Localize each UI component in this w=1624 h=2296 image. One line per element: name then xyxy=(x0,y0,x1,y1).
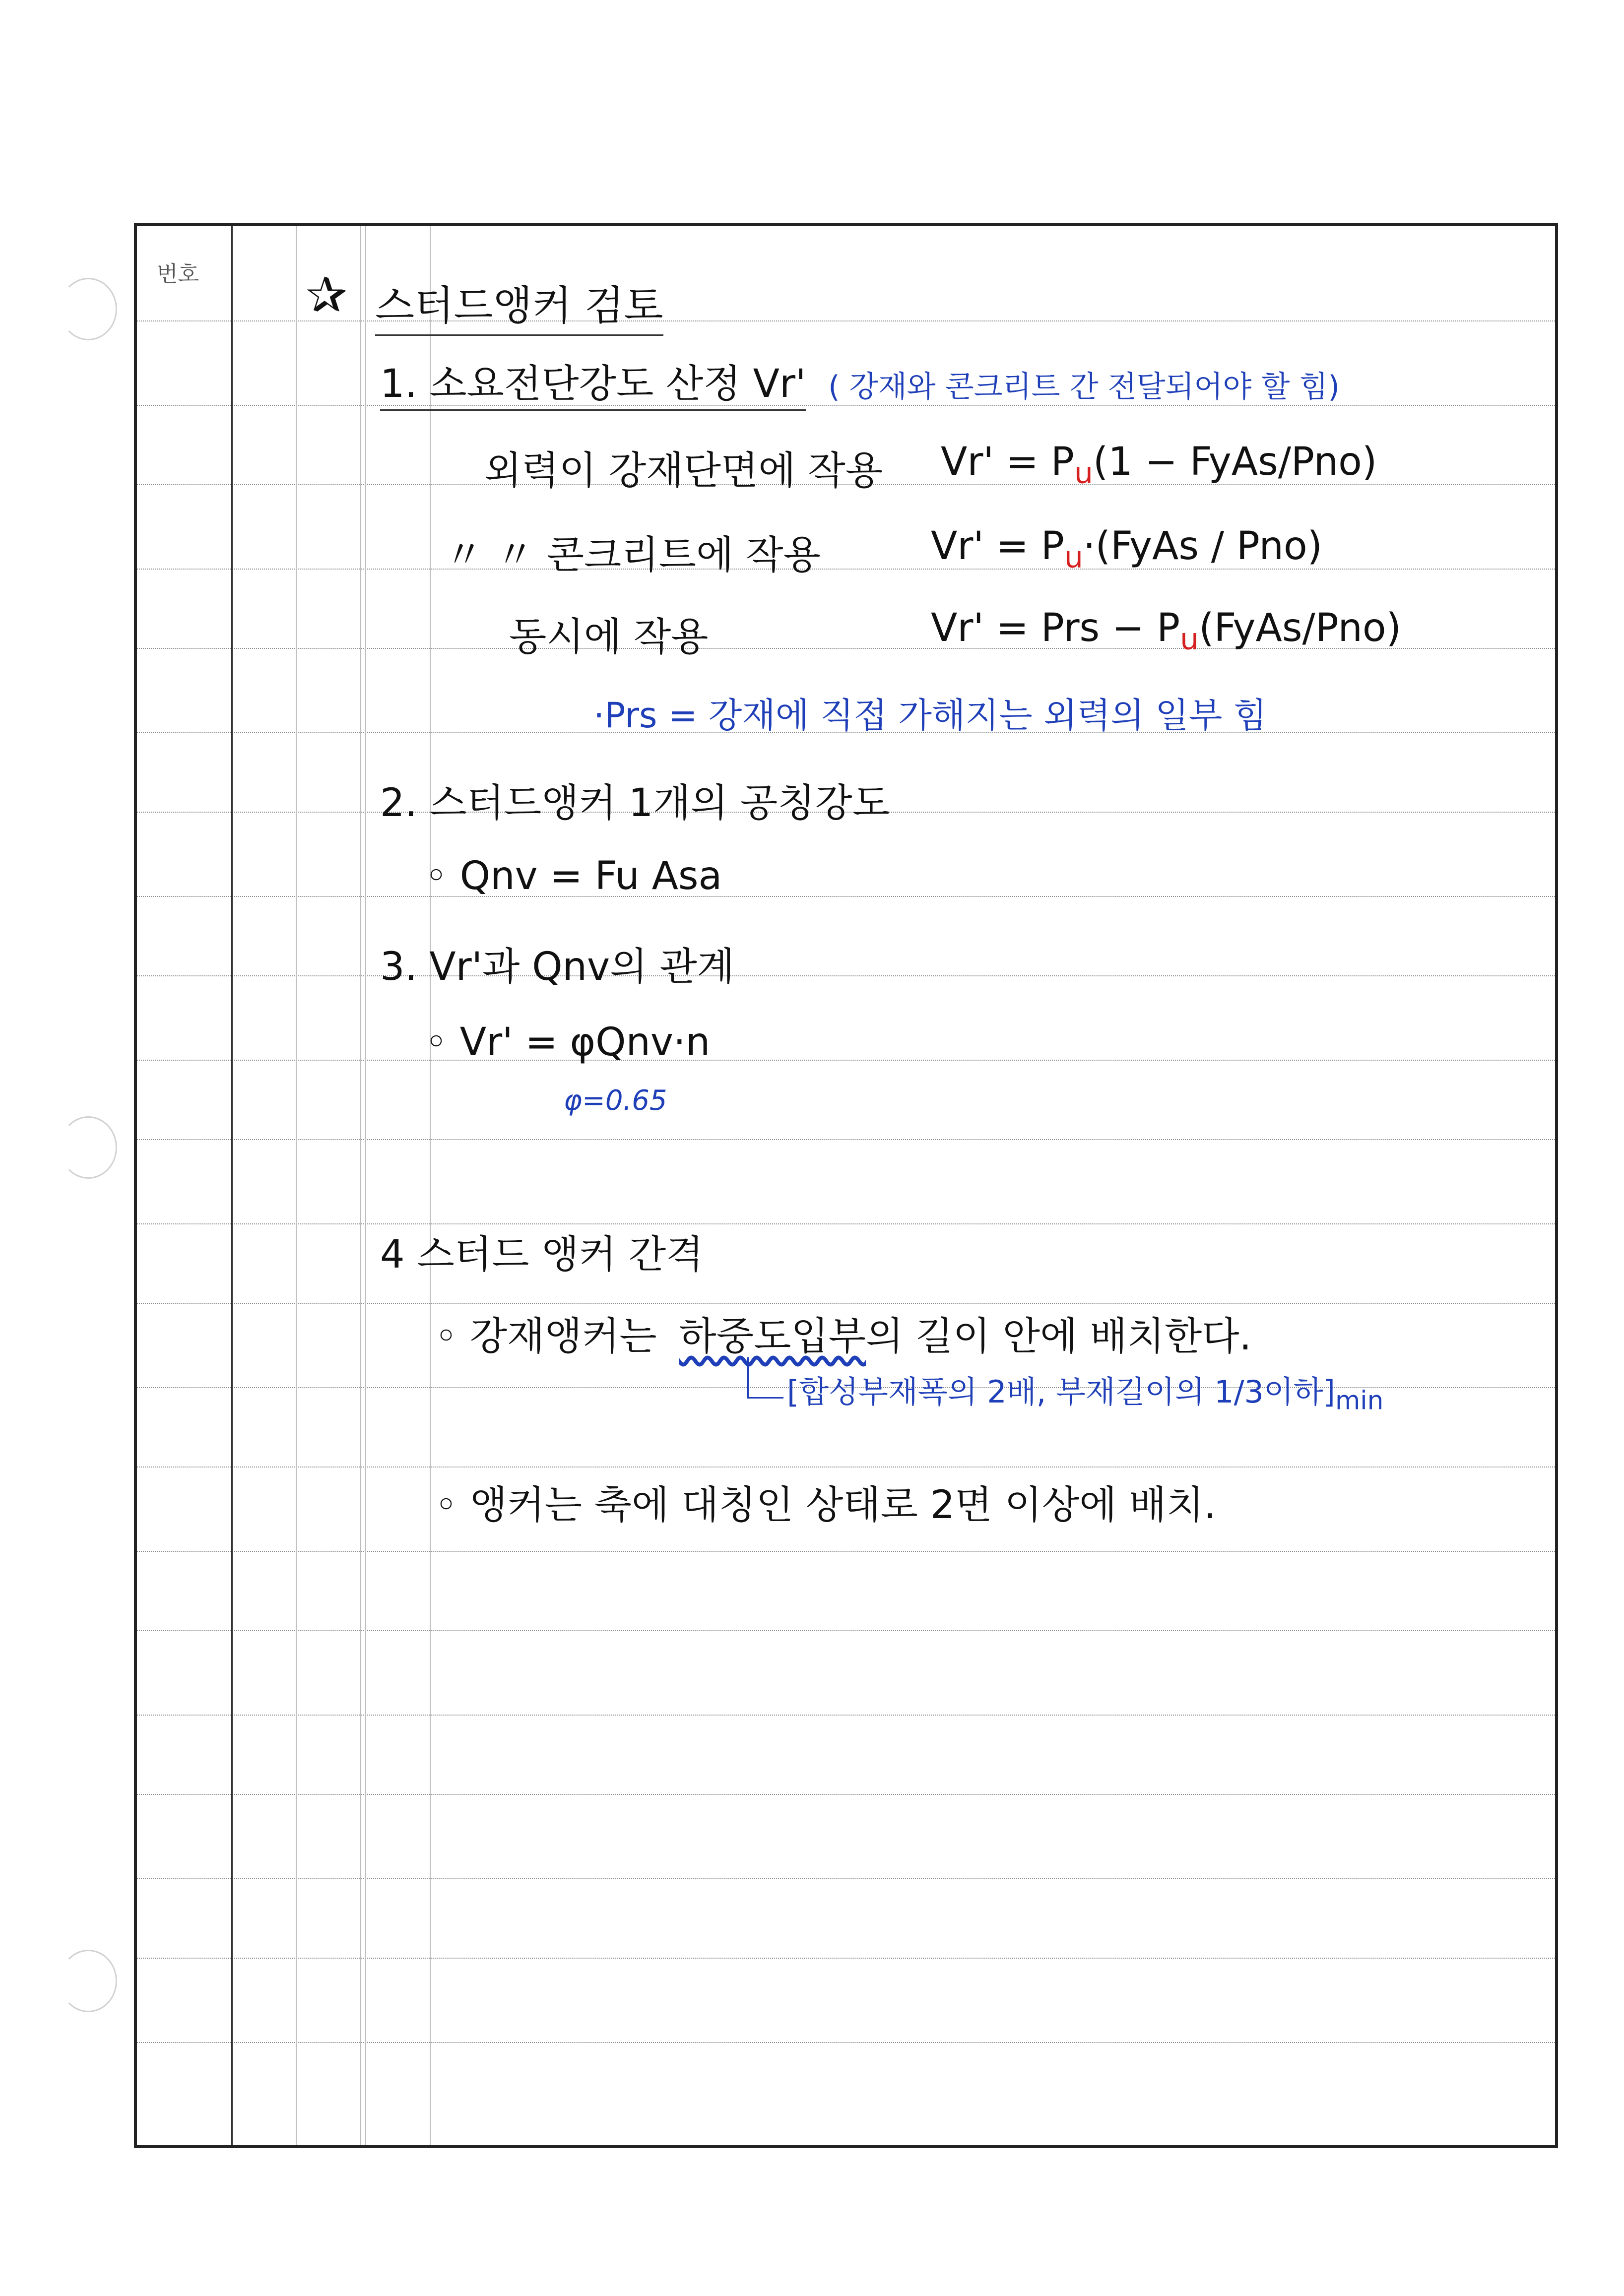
section-1-note: ( 강재와 콘크리트 간 전달되어야 할 힘) xyxy=(828,370,1340,404)
bullet-1-suffix: 의 길이 안에 배치한다. xyxy=(866,1314,1252,1359)
number-label: 번호 xyxy=(157,261,199,287)
page-title: 스터드앵커 검토 xyxy=(375,273,663,336)
ruled-line xyxy=(137,896,1555,897)
ruled-line xyxy=(137,1794,1555,1795)
section-4-bullet-1 xyxy=(435,1305,1251,1361)
ruled-line xyxy=(137,1715,1555,1716)
prs-note: ·Prs = 강재에 직접 가해지는 외력의 일부 힘 xyxy=(593,695,1267,736)
ruled-line xyxy=(137,569,1555,570)
row-3-eq-pre: Vr' = Prs − P xyxy=(931,606,1180,650)
bullet-1-prefix: ◦ 강재앵커는 xyxy=(435,1314,657,1359)
row-1-label: 외력이 강재단면에 작용 xyxy=(484,448,883,493)
ruled-line xyxy=(137,1303,1555,1304)
ruled-line xyxy=(137,1878,1555,1879)
row-2-equation xyxy=(931,524,1322,575)
row-3-eq-post: (FyAs/Pno) xyxy=(1199,606,1402,650)
ruled-line xyxy=(137,320,1555,321)
row-1-eq-pre: Vr' = P xyxy=(941,440,1074,484)
ruled-line xyxy=(137,1630,1555,1631)
row-2-label: 〃 〃 콘크리트에 작용 xyxy=(445,533,821,577)
note-page-frame xyxy=(134,223,1558,2148)
section-4-heading: 4 스터드 앵커 간격 xyxy=(380,1232,704,1277)
section-1-line xyxy=(380,353,1340,408)
bullet-1-keyword: 하중도입부 xyxy=(679,1314,866,1359)
section-3-heading: 3. Vr'과 Qnv의 관계 xyxy=(380,945,735,989)
ruled-line xyxy=(137,975,1555,976)
binder-hole-middle xyxy=(60,1116,117,1179)
ruled-line xyxy=(137,1139,1555,1140)
margin-line xyxy=(365,226,366,2145)
row-1-eq-sub: u xyxy=(1074,455,1093,491)
row-2-eq-pre: Vr' = P xyxy=(931,524,1064,569)
section-2-heading: 2. 스터드앵커 1개의 공칭강도 xyxy=(380,781,890,826)
bracket-sub: min xyxy=(1335,1386,1384,1416)
phi-value: φ=0.65 xyxy=(564,1084,667,1117)
row-1-equation xyxy=(941,440,1377,491)
row-2-eq-post: ·(FyAs / Pno) xyxy=(1083,524,1323,569)
section-2-equation: ◦ Qnv = Fu Asa xyxy=(425,854,722,898)
section-1-heading: 1. 소요전단강도 산정 Vr' xyxy=(380,362,806,411)
ruled-line xyxy=(137,1060,1555,1061)
star-icon: ✰ xyxy=(306,266,347,324)
bracket-connector xyxy=(747,1357,783,1399)
row-3-equation xyxy=(931,606,1401,657)
ruled-line xyxy=(137,1551,1555,1552)
ruled-line xyxy=(137,2042,1555,2043)
ruled-line xyxy=(137,1223,1555,1224)
ruled-line xyxy=(137,1958,1555,1959)
binder-hole-bottom xyxy=(60,1950,117,2012)
row-3-eq-sub: u xyxy=(1180,622,1199,657)
binder-hole-top xyxy=(60,278,117,340)
row-3-label: 동시에 작용 xyxy=(509,615,709,659)
row-1-eq-post: (1 − FyAs/Pno) xyxy=(1093,440,1377,484)
bracket-text: [합성부재폭의 2배, 부재길이의 1/3이하] xyxy=(787,1374,1335,1410)
margin-line xyxy=(296,226,297,2145)
section-4-bullet-2: ◦ 앵커는 축에 대칭인 상태로 2면 이상에 배치. xyxy=(435,1483,1216,1528)
margin-line xyxy=(430,226,431,2145)
section-4-bracket xyxy=(787,1367,1383,1415)
margin-line xyxy=(231,226,233,2145)
margin-line xyxy=(360,226,361,2145)
row-2-eq-sub: u xyxy=(1064,540,1083,575)
section-3-equation: ◦ Vr' = φQnv·n xyxy=(425,1020,711,1065)
